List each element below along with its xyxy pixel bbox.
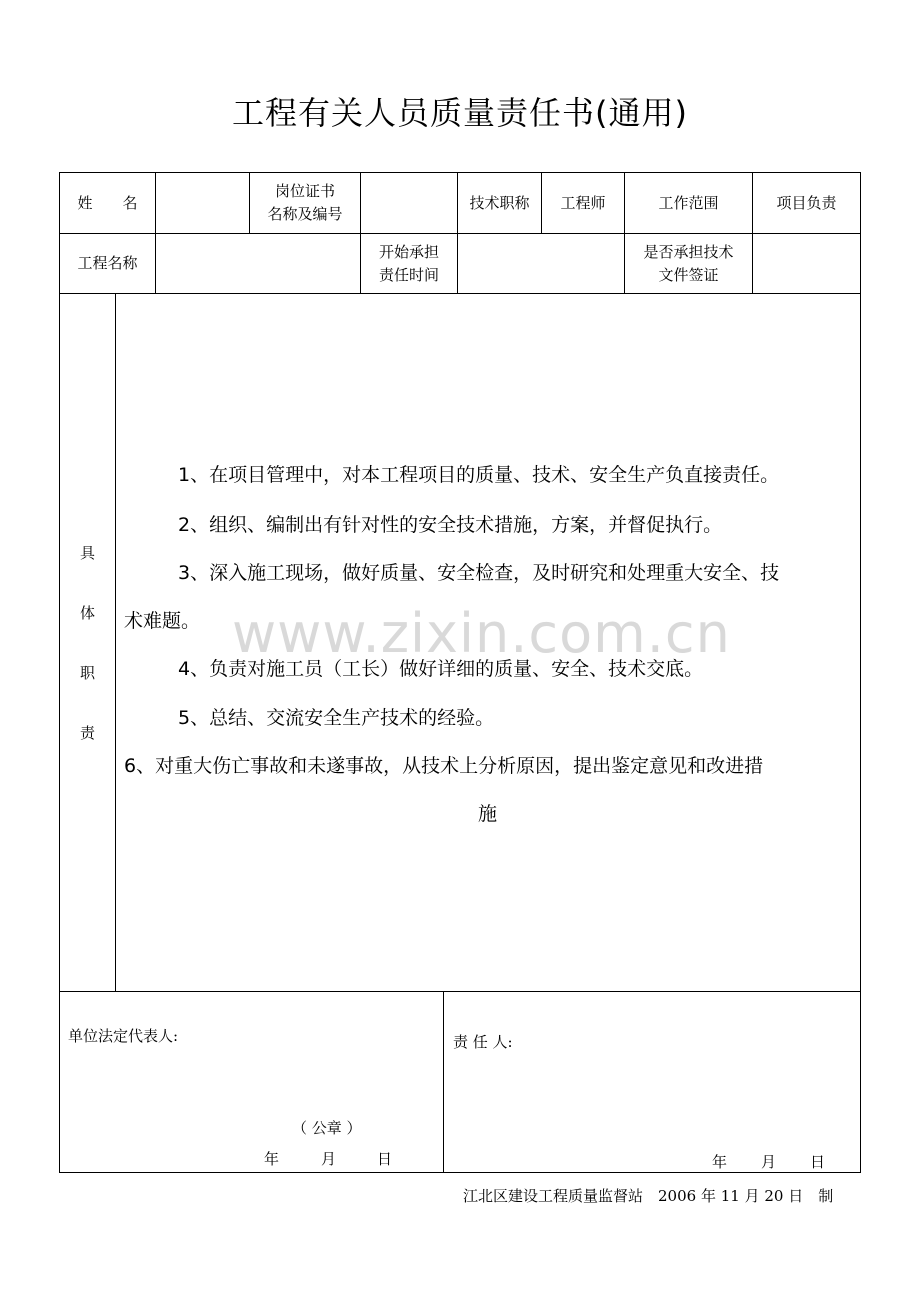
duty-item: 6、对重大伤亡事故和未遂事故，从技术上分析原因，提出鉴定意见和改进措 <box>124 755 764 777</box>
legal-representative-label: 单位法定代表人: <box>68 1027 179 1045</box>
duties-label-char: 责 <box>79 724 95 742</box>
cert-label <box>250 173 360 233</box>
watermark: www.zixin.com.cn <box>232 602 731 665</box>
doc-sign-label-line2: 文件签证 <box>658 265 719 284</box>
tech-title-value: 工程师 <box>560 193 606 212</box>
table-border <box>860 172 861 1172</box>
cert-label-line1: 岗位证书 <box>274 182 335 200</box>
start-time-label-line1: 开始承担 <box>378 242 439 261</box>
table-border <box>59 293 861 294</box>
date-year-label: 年 <box>264 1150 280 1168</box>
duty-item: 2、组织、编制出有针对性的安全技术措施，方案，并督促执行。 <box>178 514 723 536</box>
start-time-label-line2: 责任时间 <box>378 265 439 284</box>
page-title: 工程有关人员质量责任书(通用) <box>232 94 688 132</box>
table-border <box>59 991 861 992</box>
doc-sign-field[interactable] <box>753 234 860 293</box>
duties-label-char: 职 <box>79 664 95 682</box>
scope-value: 项目负责 <box>776 193 837 212</box>
date-day-label: 日 <box>377 1150 393 1168</box>
duty-item: 1、在项目管理中，对本工程项目的质量、技术、安全生产负直接责任。 <box>178 464 780 486</box>
date-month-label: 月 <box>321 1150 337 1168</box>
name-label: 姓 名 <box>77 193 138 212</box>
date-day-label: 日 <box>810 1153 826 1171</box>
responsible-person-label: 责 任 人: <box>453 1033 513 1051</box>
date-month-label: 月 <box>761 1153 777 1171</box>
doc-sign-label-line1: 是否承担技术 <box>643 242 734 261</box>
cert-field[interactable] <box>361 173 457 233</box>
start-time-label <box>361 234 457 293</box>
duty-item-continued: 术难题。 <box>124 610 201 632</box>
table-border <box>443 991 444 1172</box>
duty-item: 5、总结、交流安全生产技术的经验。 <box>178 707 495 729</box>
issuer-line: 江北区建设工程质量监督站 2006 年 11 月 20 日 制 <box>463 1187 834 1205</box>
cert-label-line2: 名称及编号 <box>267 205 343 223</box>
duty-item-continued: 施 <box>478 803 498 825</box>
doc-sign-label <box>625 234 752 293</box>
date-year-label: 年 <box>712 1153 728 1171</box>
table-border <box>115 293 116 991</box>
project-name-field[interactable] <box>156 234 360 293</box>
official-seal-label: （ 公章 ） <box>292 1119 362 1137</box>
name-field[interactable] <box>156 173 249 233</box>
table-border <box>59 1172 861 1173</box>
project-name-label: 工程名称 <box>77 254 138 272</box>
duty-item: 4、负责对施工员（工长）做好详细的质量、安全、技术交底。 <box>178 658 704 680</box>
scope-label: 工作范围 <box>658 193 719 212</box>
duty-item: 3、深入施工现场，做好质量、安全检查，及时研究和处理重大安全、技 <box>178 562 780 584</box>
duties-label-char: 具 <box>79 544 95 562</box>
duties-label-char: 体 <box>79 604 95 622</box>
start-time-field[interactable] <box>458 234 624 293</box>
tech-title-label: 技术职称 <box>469 193 530 212</box>
